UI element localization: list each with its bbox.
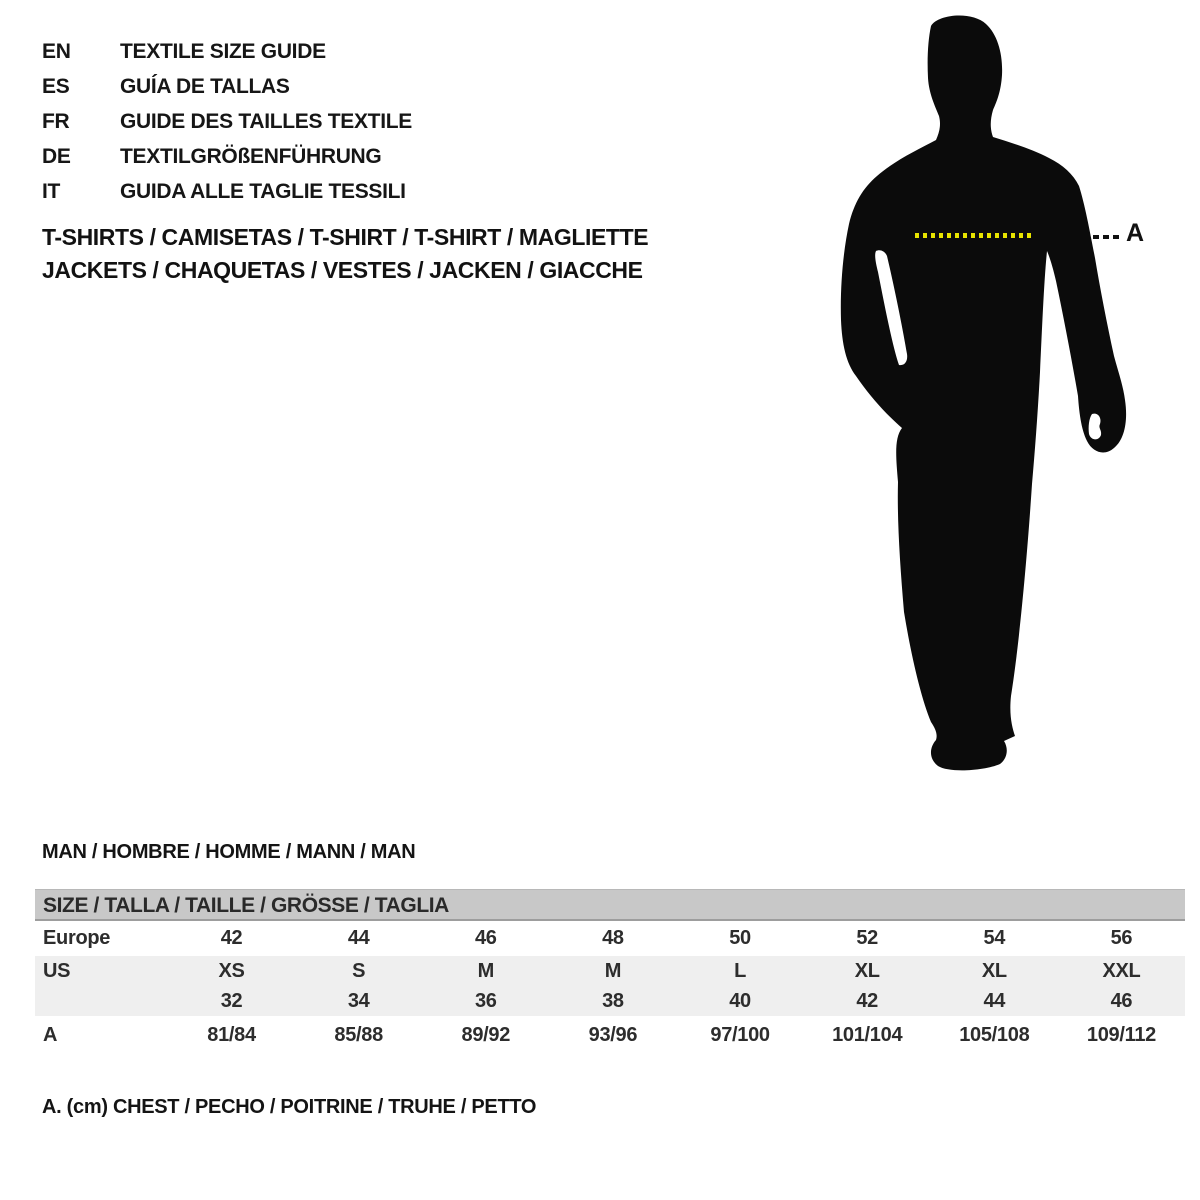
table-cell: 42 [856, 989, 879, 1012]
table-row-alt-sizes [35, 986, 1185, 1016]
language-title: GUIDE DES TAILLES TEXTILE [120, 109, 412, 133]
chest-measure-dotted-line [915, 233, 1033, 238]
measure-label-a: A [1126, 219, 1145, 247]
table-cell: 81/84 [207, 1023, 256, 1046]
table-cell: 101/104 [832, 1023, 903, 1046]
measure-pointer-dashes [1093, 235, 1121, 239]
category-line-jackets: JACKETS / CHAQUETAS / VESTES / JACKEN / GIACCHE [42, 257, 643, 283]
table-cell: 85/88 [334, 1023, 383, 1046]
language-code: IT [42, 179, 61, 203]
table-cell: 97/100 [710, 1023, 770, 1046]
footnote-chest: A. (cm) CHEST / PECHO / POITRINE / TRUHE / PETTO [42, 1096, 537, 1118]
table-cell: XS [218, 959, 245, 982]
table-cell: 109/112 [1086, 1023, 1156, 1046]
language-code: DE [42, 144, 71, 168]
table-cell: 46 [474, 927, 497, 949]
table-cell: XL [854, 959, 880, 982]
table-cell: 42 [220, 927, 243, 949]
table-cell: 48 [602, 927, 624, 949]
language-title: TEXTILGRÖßENFÜHRUNG [120, 144, 382, 168]
table-cell: 36 [474, 989, 497, 1012]
language-title: TEXTILE SIZE GUIDE [120, 39, 326, 63]
table-row-chest [35, 1016, 1185, 1054]
table-cell: 56 [1110, 927, 1133, 949]
language-title: GUÍA DE TALLAS [120, 74, 290, 98]
size-table-header: SIZE / TALLA / TAILLE / GRÖSSE / TAGLIA [35, 889, 1185, 921]
language-code: FR [42, 109, 70, 133]
row-label: Europe [43, 927, 111, 949]
size-table [35, 889, 1185, 1054]
language-code: EN [42, 39, 71, 63]
table-cell: L [734, 959, 747, 982]
table-cell: 38 [602, 989, 624, 1012]
table-cell: 50 [729, 927, 751, 949]
table-row-europe [35, 921, 1185, 956]
table-cell: 32 [220, 989, 243, 1012]
category-line-tshirts: T-SHIRTS / CAMISETAS / T-SHIRT / T-SHIRT / MAGLIETTE [42, 224, 649, 250]
table-cell: XL [981, 959, 1007, 982]
table-cell: 44 [983, 989, 1006, 1012]
table-cell: M [604, 959, 622, 982]
table-cell: 89/92 [461, 1023, 511, 1046]
row-label: A [43, 1023, 58, 1046]
language-code: ES [42, 74, 70, 98]
table-cell: 52 [856, 927, 879, 949]
table-cell: 46 [1110, 989, 1133, 1012]
table-cell: 44 [347, 927, 370, 949]
table-cell: 34 [347, 989, 370, 1012]
man-silhouette [820, 10, 1140, 780]
table-row-us [35, 956, 1185, 986]
table-cell: XXL [1102, 959, 1141, 982]
table-cell: 40 [729, 989, 751, 1012]
table-cell: 105/108 [959, 1023, 1030, 1046]
language-title: GUIDA ALLE TAGLIE TESSILI [120, 179, 406, 203]
table-cell: 54 [983, 927, 1006, 949]
table-cell: M [477, 959, 494, 982]
table-cell: S [352, 959, 366, 982]
table-cell: 93/96 [588, 1023, 638, 1046]
section-title-man: MAN / HOMBRE / HOMME / MANN / MAN [42, 841, 416, 863]
row-label: US [43, 959, 71, 982]
